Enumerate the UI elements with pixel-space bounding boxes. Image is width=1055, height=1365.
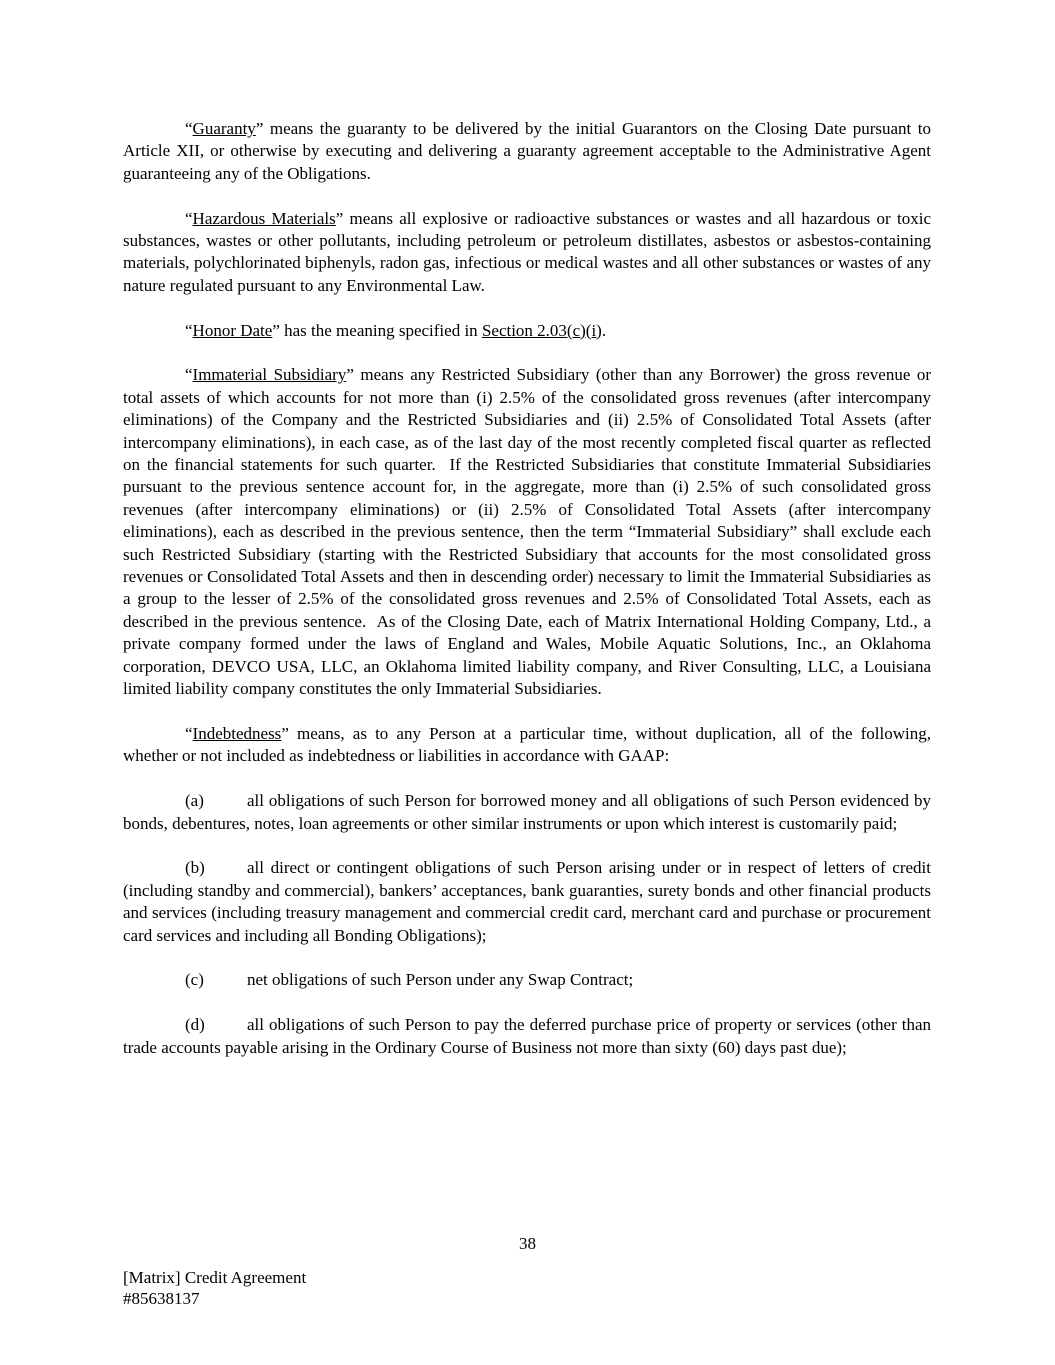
defined-term: Hazardous Materials: [192, 208, 336, 228]
clause-label: (d): [185, 1015, 205, 1035]
definition-guaranty: [123, 118, 931, 185]
indebtedness-clause-c: [123, 969, 931, 991]
text-run: “: [185, 320, 193, 340]
clause-label: (b): [185, 858, 205, 878]
defined-term: Section 2.03(c)(i): [481, 320, 602, 340]
document-body: [123, 118, 931, 1081]
indebtedness-clause-b: [123, 857, 931, 947]
text-run: all obligations of such Person to pay the deferred purchase price of property or services (other than trade accounts payable arising in the Ordinary Course of Business not more than sixty (60) days past due);: [123, 1015, 931, 1057]
text-run: “: [185, 208, 193, 228]
text-run: “: [185, 365, 193, 385]
text-run: all direct or contingent obligations of such Person arising under or in respect of letters of credit (including standby and commercial), bankers’ acceptances, bank guaranties, surety bonds and other financial products and services (including treasury management and commercial credit card, merchant card and purchase or procurement card services and including all Bonding Obligations);: [123, 858, 931, 945]
text-run: ” means, as to any Person at a particular time, without duplication, all of the following, whether or not included as indebtedness or liabilities in accordance with GAAP:: [123, 723, 931, 766]
text-run: ” means the guaranty to be delivered by the initial Guarantors on the Closing Date pursuant to Article XII, or otherwise by executing and delivering a guaranty agreement acceptable to the Administrative Agent guaranteeing any of the Obligations.: [123, 119, 931, 183]
text-run: .: [601, 320, 607, 340]
footer-doc-title: [Matrix] Credit Agreement: [123, 1268, 307, 1287]
defined-term: Guaranty: [192, 119, 256, 138]
indebtedness-clause-d: [123, 1014, 931, 1059]
document-footer: [123, 1267, 306, 1309]
text-run: all obligations of such Person for borrowed money and all obligations of such Person evidenced by bonds, debentures, notes, loan agreements or other similar instruments or upon which interest is customarily paid;: [123, 791, 931, 833]
text-run: ” has the meaning specified in: [272, 320, 482, 340]
text-run: ” means any Restricted Subsidiary (other than any Borrower) the gross revenue or total assets of which accounts for not more than (i) 2.5% of the consolidated gross revenues (after intercompany eliminations) of the Company and the Restricted Subsidiaries and (ii) 2.5% of Consolidated Total Assets (after intercompany eliminations), in each case, as of the last day of the most recently completed fiscal quarter as reflected on the financial statements for such quarter. If the Restricted Subsidiaries that constitute Immaterial Subsidiaries pursuant to the previous sentence account for, in the aggregate, more than (i) 2.5% of such consolidated gross revenues (after intercompany eliminations) or (ii) 2.5% of Consolidated Total Assets (after intercompany eliminations), each as described in the previous sentence, then the term “Immaterial Subsidiary” shall exclude each such Restricted Subsidiary (starting with the Restricted Subsidiary that accounts for the most consolidated gross revenues or Consolidated Total Assets and then in descending order) necessary to limit the Immaterial Subsidiaries as a group to the lesser of 2.5% of the consolidated gross revenues and 2.5% of Consolidated Total Assets, each as described in the previous sentence. As of the Closing Date, each of Matrix International Holding Company, Ltd., a private company formed under the laws of England and Wales, Mobile Aquatic Solutions, Inc., an Oklahoma corporation, DEVCO USA, LLC, an Oklahoma limited liability company, and River Consulting, LLC, a Louisiana limited liability company constitutes the only Immaterial Subsidiaries.: [123, 365, 931, 699]
defined-term: Honor Date: [192, 320, 273, 340]
defined-term: Immaterial Subsidiary: [192, 365, 347, 385]
text-run: ” means all explosive or radioactive substances or wastes and all hazardous or toxic substances, wastes or other pollutants, including petroleum or petroleum distillates, asbestos or asbestos-containing materials, polychlorinated biphenyls, radon gas, infectious or medical wastes and all other substances or wastes of any nature regulated pursuant to any Environmental Law.: [123, 208, 931, 295]
clause-label: (a): [185, 791, 204, 811]
definition-immaterial-subsidiary: [123, 364, 931, 700]
definition-indebtedness: [123, 723, 931, 768]
defined-term: Indebtedness: [192, 723, 282, 743]
definition-hazardous-materials: [123, 208, 931, 298]
text-run: “: [185, 119, 193, 138]
page-number: 38: [519, 1234, 536, 1253]
footer-doc-number: #85638137: [123, 1289, 200, 1308]
text-run: “: [185, 723, 193, 743]
indebtedness-clause-a: [123, 790, 931, 835]
definition-honor-date: [123, 320, 931, 342]
clause-label: (c): [185, 970, 204, 990]
text-run: net obligations of such Person under any Swap Contract;: [247, 970, 634, 990]
